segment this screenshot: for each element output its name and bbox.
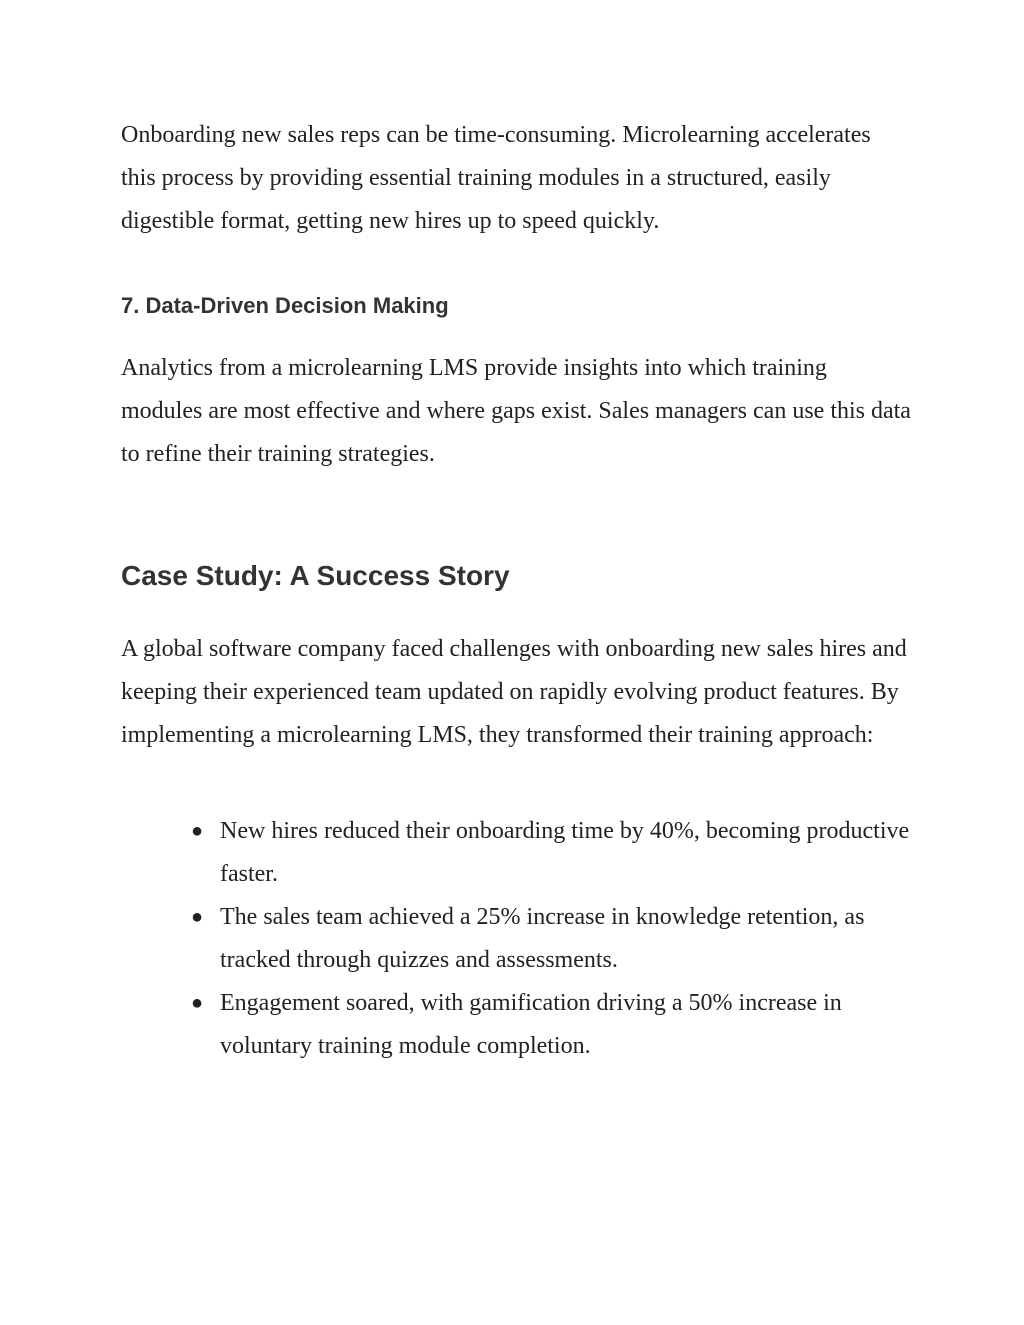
list-item bbox=[191, 896, 911, 982]
list-item-text: New hires reduced their onboarding time by 40%, becoming productive faster. bbox=[220, 818, 910, 887]
results-list bbox=[121, 810, 911, 1068]
list-item-text: The sales team achieved a 25% increase in knowledge retention, as tracked through quizzes and assessments. bbox=[220, 904, 865, 973]
list-item bbox=[191, 982, 911, 1068]
section7-heading: 7. Data-Driven Decision Making bbox=[121, 293, 449, 318]
bullet-icon: ● bbox=[191, 906, 204, 928]
section7-heading-wrap bbox=[121, 291, 911, 321]
case-study-heading-wrap bbox=[121, 558, 911, 594]
case-study-paragraph: A global software company faced challenges with onboarding new sales hires and keeping their experienced team updated on rapidly evolving product features. By implementing a microlearning LMS, they transformed their training approach: bbox=[121, 636, 907, 748]
list-item-text: Engagement soared, with gamification driving a 50% increase in voluntary training module completion. bbox=[220, 990, 842, 1059]
case-study-heading: Case Study: A Success Story bbox=[121, 560, 510, 591]
document-page bbox=[121, 114, 911, 1068]
bullet-icon: ● bbox=[191, 992, 204, 1014]
section7-paragraph: Analytics from a microlearning LMS provide insights into which training modules are most effective and where gaps exist. Sales managers can use this data to refine their training strategies. bbox=[121, 355, 911, 467]
list-item bbox=[191, 810, 911, 896]
bullet-icon: ● bbox=[191, 820, 204, 842]
intro-paragraph: Onboarding new sales reps can be time-consuming. Microlearning accelerates this process by providing essential training modules in a structured, easily digestible format, getting new hires up to speed quickly. bbox=[121, 122, 871, 234]
